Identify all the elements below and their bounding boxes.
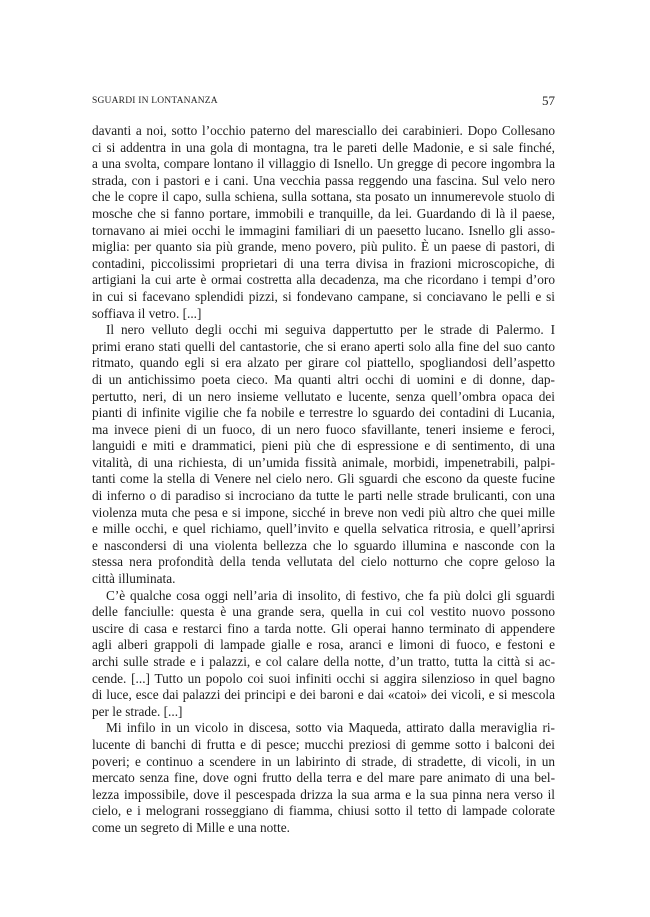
text-line: violenza muta che pesa e si impone, sicché in breve non vedi più altro che quei mille	[92, 504, 555, 520]
text-line: contadini, piccolissimi proprietari di una terra divisa in frazioni microscopiche, di	[92, 255, 555, 271]
text-line: in cui si facevano splendidi pizzi, si fondevano campane, si conciavano le pelli e si	[92, 288, 555, 304]
text-line: agli alberi grappoli di lampade gialle e rosa, aranci e limoni di fuoco, e festoni e	[92, 637, 555, 653]
text-line: Il nero velluto degli occhi mi seguiva dappertutto per le strade di Palermo. I	[106, 322, 555, 338]
text-line: Mi infilo in un vicolo in discesa, sotto via Maqueda, attirato dalla meraviglia ri-	[106, 720, 555, 736]
page-number: 57	[542, 93, 555, 108]
text-line: mercato senza fine, dove ogni frutto della terra e del mare pare animato di una bel-	[92, 770, 555, 786]
text-line: e nascondersi di una violenta bellezza che lo sguardo illumina e nasconde con la	[92, 537, 555, 553]
text-line: lucente di banchi di frutta e di pesce; mucchi preziosi di gemme sotto i balconi dei	[92, 736, 555, 752]
text-line: città illuminata.	[92, 571, 176, 587]
text-line: poveri; e continuo a scendere in un labirinto di strade, di stradette, di vicoli, in un	[92, 753, 555, 769]
text-line: e mille occhi, e quel richiamo, quell’invito e quella selvatica ritrosia, e quell’aprirsi	[92, 521, 555, 537]
text-line: ci si addentra in una gola di montagna, tra le pareti delle Madonie, e si sale finché,	[92, 139, 555, 155]
text-line: di inferno o di paradiso si incrociano da tutte le parti nelle strade brulicanti, con una	[92, 488, 555, 504]
text-line: ma invece pieni di un fuoco, di un nero fuoco sfavillante, teneri insieme e feroci,	[92, 421, 555, 437]
text-line: pianti di infinite vigilie che fa nobile e terrestre lo sguardo dei contadini di Lucania,	[92, 405, 555, 421]
text-line: C’è qualche cosa oggi nell’aria di insolito, di festivo, che fa più dolci gli sguardi	[106, 587, 555, 603]
text-line: strada, con i pastori e i cani. Una vecchia passa reggendo una fascina. Sul velo nero	[92, 172, 555, 188]
body-text	[92, 123, 555, 837]
paragraph-3	[92, 588, 555, 721]
text-line: stessa nera profondità della tenda vellutata del cielo notturno che copre geloso la	[92, 554, 555, 570]
text-line: vitalità, di una richiesta, di un’umida fissità animale, morbidi, impenetrabili, palpi-	[92, 454, 555, 470]
text-line: tornavano ai miei occhi le immagini familiari di un paesetto lucano. Isnello gli asso-	[92, 222, 555, 238]
paragraph-4	[92, 720, 555, 836]
text-line: davanti a noi, sotto l’occhio paterno del maresciallo dei carabinieri. Dopo Collesano	[92, 123, 555, 138]
text-line: che le copre il capo, sulla schiena, sulla sottana, sta posato un innumerevole stuolo di	[92, 189, 555, 205]
text-line: archi sulle strade e i palazzi, e col calare della notte, d’un tratto, tutta la città si ac-	[92, 654, 555, 669]
text-line: lezza impossibile, dove il pescespada drizza la sua arma e la sua pinna nera verso il	[92, 786, 555, 802]
text-line: cende. [...] Tutto un popolo coi suoi infiniti occhi si aggira silenzioso in quel bagno	[92, 670, 555, 686]
page-header	[92, 93, 555, 109]
paragraph-2	[92, 322, 555, 588]
text-line: tanti come la stella di Venere nel cielo nero. Gli sguardi che escono da queste fucine	[92, 471, 555, 487]
text-line: di luce, esce dai palazzi dei principi e dei baroni e dai «catoi» dei vicoli, e si mescola	[92, 687, 555, 703]
text-line: di un antichissimo poeta cieco. Ma quanti altri occhi di uomini e di donne, dap-	[92, 371, 555, 387]
text-line: per le strade. [...]	[92, 703, 183, 719]
text-line: ritmato, quando egli si era alzato per girare col piattello, spogliandosi dell’aspetto	[92, 355, 555, 371]
text-line: pertutto, neri, di un nero insieme vellutato e lucente, senza quell’ombra opaca dei	[92, 388, 555, 404]
text-line: artigiani la cui arte è ormai costretta alla decadenza, ma che ricordano i tempi d’oro	[92, 272, 555, 288]
text-line: delle fanciulle: questa è una grande sera, quella in cui col vestito nuovo possono	[92, 604, 555, 620]
text-line: primi erano stati quelli del cantastorie, che si erano aperti solo alla fine del suo canto	[92, 338, 555, 354]
text-line: mosche che si fanno portare, immobili e tranquille, da lei. Guardando di là il paese,	[92, 205, 555, 221]
text-line: come un segreto di Mille e una notte.	[92, 819, 290, 835]
text-line: miglia: per quanto sia più grande, meno povero, più pulito. È un paese di pastori, di	[92, 239, 555, 255]
text-line: uscire di casa e restarci fino a tarda notte. Gli operai hanno terminato di appendere	[92, 620, 555, 636]
text-line: soffiava il vetro. [...]	[92, 305, 202, 321]
paragraph-1	[92, 123, 555, 322]
text-line: a una svolta, compare lontano il villaggio di Isnello. Un gregge di pecore ingombra la	[92, 156, 555, 172]
running-head: SGUARDI IN LONTANANZA	[92, 96, 218, 106]
text-line: languidi e miti e drammatici, pieni più che di espressione e di sentimento, di una	[92, 438, 555, 454]
text-line: cielo, e i melograni rosseggiano di fiamma, chiusi sotto il tetto di lampade colorate	[92, 803, 555, 819]
